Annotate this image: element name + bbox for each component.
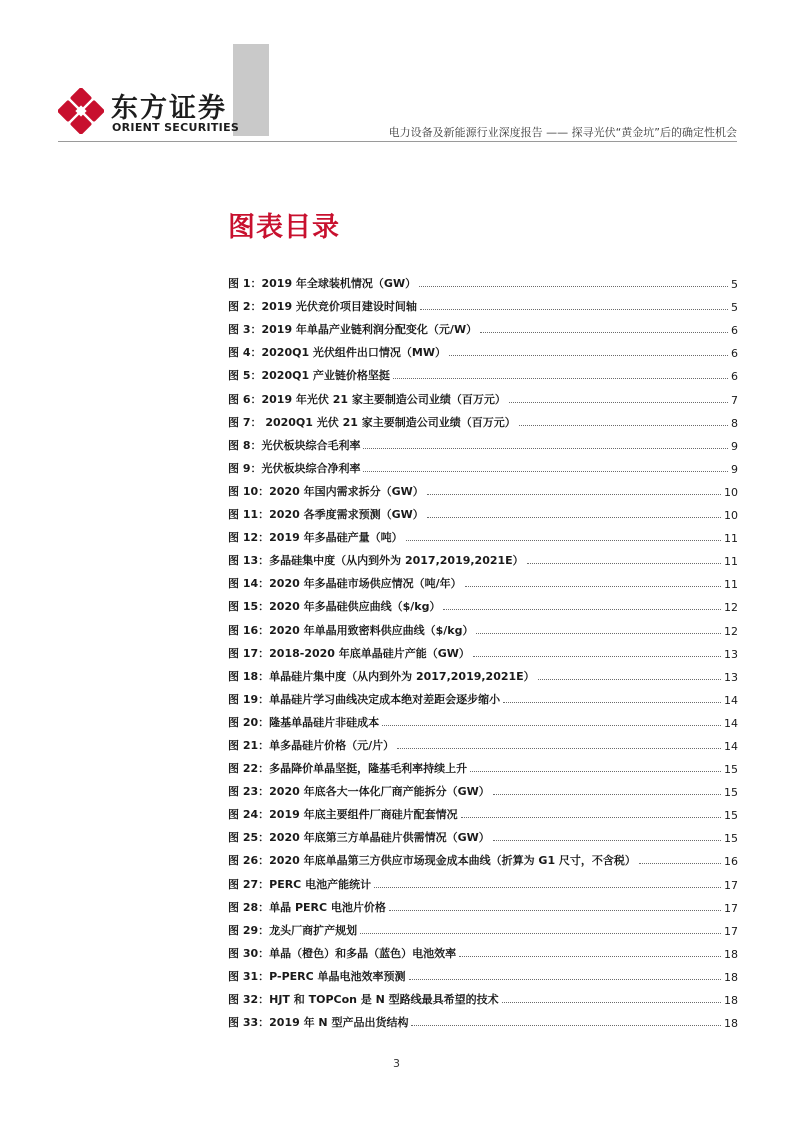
toc-entry-label: 图 30：单晶（橙色）和多晶（蓝色）电池效率 bbox=[228, 946, 457, 960]
toc-entry-label: 图 19：单晶硅片学习曲线决定成本绝对差距会逐步缩小 bbox=[228, 692, 501, 706]
toc-entry-label: 图 13：多晶硅集中度（从内到外为 2017,2019,2021E） bbox=[228, 554, 524, 568]
toc-entry[interactable] bbox=[228, 799, 738, 822]
toc-dot-leader bbox=[389, 910, 721, 911]
toc-entry-label: 图 3：2019 年单晶产业链利润分配变化（元/W） bbox=[228, 323, 478, 337]
brand-logo-icon bbox=[58, 88, 104, 134]
toc-entry-label: 图 22：多晶降价单晶坚挺，隆基毛利率持续上升 bbox=[228, 762, 468, 776]
toc-entry-label: 图 18：单晶硅片集中度（从内到外为 2017,2019,2021E） bbox=[228, 669, 535, 683]
header-divider bbox=[58, 141, 737, 142]
toc-entry-label: 图 14：2020 年多晶硅市场供应情况（吨/年） bbox=[228, 577, 462, 591]
toc-dot-leader bbox=[427, 494, 721, 495]
toc-entry-label: 图 17：2018-2020 年底单晶硅片产能（GW） bbox=[228, 646, 470, 660]
toc-entry-page: 17 bbox=[724, 878, 738, 892]
toc-dot-leader bbox=[493, 794, 721, 795]
toc-entry[interactable] bbox=[228, 845, 738, 868]
toc-entry[interactable] bbox=[228, 776, 738, 799]
toc-list bbox=[228, 268, 738, 1030]
toc-entry[interactable] bbox=[228, 591, 738, 614]
toc-entry-label: 图 1：2019 年全球装机情况（GW） bbox=[228, 277, 417, 291]
toc-entry-label: 图 11：2020 各季度需求预测（GW） bbox=[228, 508, 424, 522]
toc-entry[interactable] bbox=[228, 961, 738, 984]
toc-entry-label: 图 16：2020 年单晶用致密料供应曲线（$/kg） bbox=[228, 623, 474, 637]
toc-entry-page: 6 bbox=[731, 370, 738, 384]
toc-entry[interactable] bbox=[228, 337, 738, 360]
toc-entry[interactable] bbox=[228, 707, 738, 730]
toc-entry-page: 5 bbox=[731, 278, 738, 292]
toc-entry[interactable] bbox=[228, 822, 738, 845]
toc-entry[interactable] bbox=[228, 522, 738, 545]
toc-dot-leader bbox=[411, 1025, 721, 1026]
toc-dot-leader bbox=[419, 286, 728, 287]
toc-dot-leader bbox=[538, 679, 721, 680]
toc-entry[interactable] bbox=[228, 499, 738, 522]
toc-entry-label: 图 31：P-PERC 单晶电池效率预测 bbox=[228, 969, 406, 983]
toc-dot-leader bbox=[443, 609, 721, 610]
toc-entry-label: 图 9：光伏板块综合净利率 bbox=[228, 461, 361, 475]
toc-entry-page: 14 bbox=[724, 716, 738, 730]
toc-entry-label: 图 6：2019 年光伏 21 家主要制造公司业绩（百万元） bbox=[228, 392, 506, 406]
toc-entry-page: 6 bbox=[731, 324, 738, 338]
toc-entry-page: 15 bbox=[724, 786, 738, 800]
toc-dot-leader bbox=[427, 517, 721, 518]
toc-entry-label: 图 27：PERC 电池产能统计 bbox=[228, 877, 372, 891]
toc-entry-label: 图 2：2019 光伏竞价项目建设时间轴 bbox=[228, 300, 417, 314]
toc-entry[interactable] bbox=[228, 868, 738, 891]
toc-entry-page: 13 bbox=[724, 647, 738, 661]
toc-dot-leader bbox=[470, 771, 721, 772]
toc-entry[interactable] bbox=[228, 915, 738, 938]
toc-entry-page: 8 bbox=[731, 416, 738, 430]
toc-dot-leader bbox=[502, 1002, 721, 1003]
toc-entry-label: 图 10：2020 年国内需求拆分（GW） bbox=[228, 484, 424, 498]
toc-entry[interactable] bbox=[228, 545, 738, 568]
toc-dot-leader bbox=[461, 817, 721, 818]
brand-name-cn: 东方证券 bbox=[111, 93, 227, 124]
toc-dot-leader bbox=[397, 748, 721, 749]
toc-entry-page: 9 bbox=[731, 462, 738, 476]
toc-entry-page: 10 bbox=[724, 509, 738, 523]
toc-entry[interactable] bbox=[228, 984, 738, 1007]
toc-entry-label: 图 21：单多晶硅片价格（元/片） bbox=[228, 738, 395, 752]
brand-name-en: ORIENT SECURITIES bbox=[112, 121, 240, 134]
toc-entry-page: 7 bbox=[731, 393, 738, 407]
toc-dot-leader bbox=[449, 355, 728, 356]
toc-entry-page: 15 bbox=[724, 809, 738, 823]
toc-entry-label: 图 32：HJT 和 TOPCon 是 N 型路线最具希望的技术 bbox=[228, 993, 499, 1006]
toc-entry-label: 图 7： 2020Q1 光伏 21 家主要制造公司业绩（百万元） bbox=[228, 415, 516, 429]
toc-entry[interactable] bbox=[228, 476, 738, 499]
toc-entry-page: 11 bbox=[724, 578, 738, 592]
toc-entry[interactable] bbox=[228, 614, 738, 637]
toc-dot-leader bbox=[406, 540, 721, 541]
toc-entry[interactable] bbox=[228, 1007, 738, 1030]
toc-dot-leader bbox=[382, 725, 721, 726]
toc-entry-page: 18 bbox=[724, 1017, 738, 1031]
toc-entry-label: 图 12：2019 年多晶硅产量（吨） bbox=[228, 531, 403, 545]
report-title: 电力设备及新能源行业深度报告 —— 探寻光伏“黄金坑”后的确定性机会 bbox=[388, 126, 737, 139]
toc-entry-page: 15 bbox=[724, 763, 738, 777]
toc-dot-leader bbox=[409, 979, 721, 980]
toc-entry-page: 16 bbox=[724, 855, 738, 869]
toc-entry-page: 18 bbox=[724, 947, 738, 961]
toc-entry[interactable] bbox=[228, 684, 738, 707]
toc-entry-page: 14 bbox=[724, 739, 738, 753]
toc-entry-page: 10 bbox=[724, 485, 738, 499]
toc-heading: 图表目录 bbox=[228, 212, 340, 243]
toc-entry[interactable] bbox=[228, 268, 738, 291]
toc-entry-label: 图 20：隆基单晶硅片非硅成本 bbox=[228, 715, 380, 729]
toc-entry[interactable] bbox=[228, 360, 738, 383]
toc-entry-label: 图 29：龙头厂商扩产规划 bbox=[228, 923, 358, 937]
toc-dot-leader bbox=[363, 471, 728, 472]
toc-entry-page: 9 bbox=[731, 439, 738, 453]
toc-entry-page: 12 bbox=[724, 601, 738, 615]
toc-entry-page: 17 bbox=[724, 924, 738, 938]
toc-entry[interactable] bbox=[228, 753, 738, 776]
toc-entry-label: 图 23：2020 年底各大一体化厂商产能拆分（GW） bbox=[228, 785, 490, 799]
toc-entry-page: 11 bbox=[724, 532, 738, 546]
toc-entry[interactable] bbox=[228, 291, 738, 314]
toc-entry-label: 图 28：单晶 PERC 电池片价格 bbox=[228, 900, 386, 914]
toc-entry-label: 图 8：光伏板块综合毛利率 bbox=[228, 438, 361, 452]
toc-entry-page: 15 bbox=[724, 832, 738, 846]
toc-dot-leader bbox=[527, 563, 721, 564]
toc-entry[interactable] bbox=[228, 407, 738, 430]
toc-dot-leader bbox=[493, 840, 721, 841]
toc-entry-page: 6 bbox=[731, 347, 738, 361]
toc-entry-label: 图 33：2019 年 N 型产品出货结构 bbox=[228, 1016, 409, 1030]
toc-dot-leader bbox=[374, 887, 721, 888]
toc-entry-label: 图 4：2020Q1 光伏组件出口情况（MW） bbox=[228, 346, 447, 360]
toc-entry[interactable] bbox=[228, 638, 738, 661]
brand-logo bbox=[58, 88, 240, 138]
toc-dot-leader bbox=[465, 586, 721, 587]
toc-dot-leader bbox=[363, 448, 728, 449]
page-number: 3 bbox=[393, 1057, 400, 1070]
toc-entry[interactable] bbox=[228, 383, 738, 406]
toc-dot-leader bbox=[503, 702, 721, 703]
toc-entry[interactable] bbox=[228, 938, 738, 961]
toc-entry-page: 12 bbox=[724, 624, 738, 638]
toc-dot-leader bbox=[509, 402, 728, 403]
toc-entry-label: 图 5：2020Q1 产业链价格坚挺 bbox=[228, 369, 390, 383]
toc-dot-leader bbox=[639, 863, 721, 864]
toc-entry-page: 13 bbox=[724, 670, 738, 684]
toc-dot-leader bbox=[420, 309, 728, 310]
toc-dot-leader bbox=[459, 956, 721, 957]
toc-entry-label: 图 26：2020 年底单晶第三方供应市场现金成本曲线（折算为 G1 尺寸，不含税） bbox=[228, 854, 636, 868]
toc-dot-leader bbox=[393, 378, 728, 379]
toc-dot-leader bbox=[360, 933, 721, 934]
toc-dot-leader bbox=[480, 332, 728, 333]
toc-entry[interactable] bbox=[228, 568, 738, 591]
toc-entry-page: 18 bbox=[724, 970, 738, 984]
toc-dot-leader bbox=[473, 656, 721, 657]
toc-entry-page: 17 bbox=[724, 901, 738, 915]
toc-dot-leader bbox=[476, 633, 721, 634]
toc-entry-label: 图 25：2020 年底第三方单晶硅片供需情况（GW） bbox=[228, 831, 490, 845]
toc-entry[interactable] bbox=[228, 314, 738, 337]
toc-entry-label: 图 15：2020 年多晶硅供应曲线（$/kg） bbox=[228, 600, 441, 614]
toc-entry[interactable] bbox=[228, 430, 738, 453]
toc-entry[interactable] bbox=[228, 730, 738, 753]
toc-entry-page: 14 bbox=[724, 693, 738, 707]
toc-entry-page: 18 bbox=[724, 994, 738, 1007]
toc-entry[interactable] bbox=[228, 892, 738, 915]
toc-entry-page: 11 bbox=[724, 555, 738, 569]
toc-entry-page: 5 bbox=[731, 301, 738, 315]
toc-dot-leader bbox=[519, 425, 728, 426]
toc-entry-label: 图 24：2019 年底主要组件厂商硅片配套情况 bbox=[228, 808, 458, 822]
toc-entry[interactable] bbox=[228, 661, 738, 684]
toc-entry[interactable] bbox=[228, 453, 738, 476]
